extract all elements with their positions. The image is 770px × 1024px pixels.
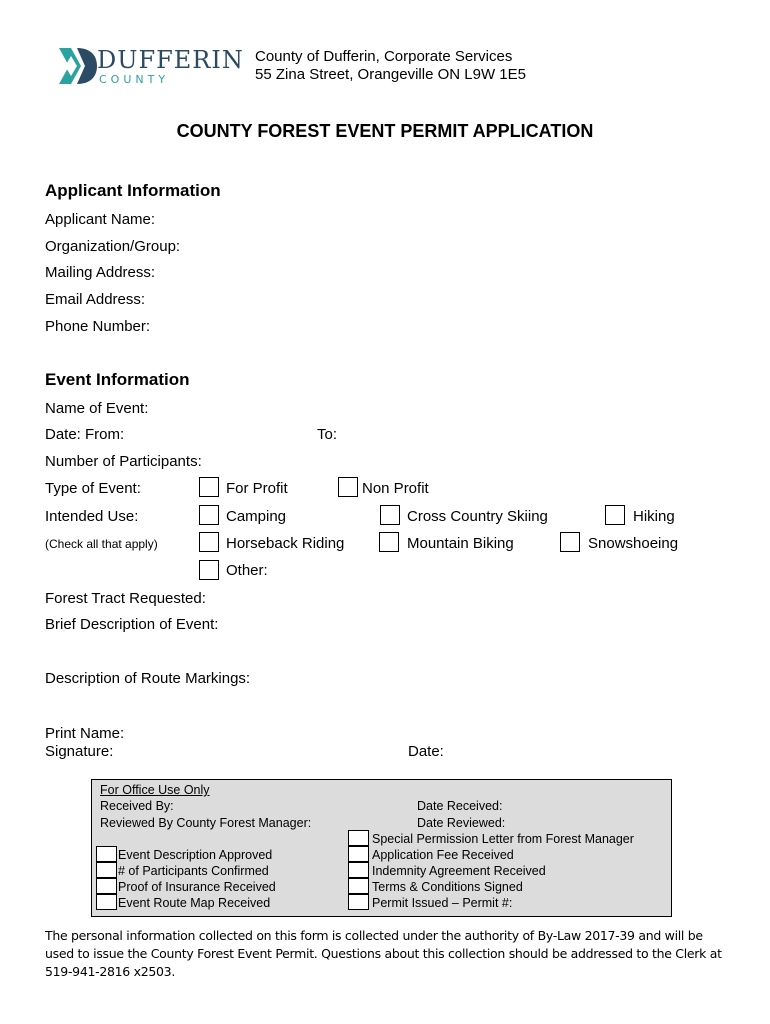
- applicant-name-field[interactable]: Applicant Name:: [45, 211, 156, 228]
- horseback-riding-checkbox[interactable]: [199, 532, 219, 552]
- dufferin-logo: [57, 44, 247, 90]
- office-right-checkbox[interactable]: [348, 894, 369, 910]
- office-left-item: Event Route Map Received: [118, 896, 271, 910]
- for-profit-label: For Profit: [226, 480, 288, 497]
- cross-country-skiing-checkbox[interactable]: [380, 505, 400, 525]
- horseback-riding-label: Horseback Riding: [226, 535, 345, 552]
- for-profit-checkbox[interactable]: [199, 477, 219, 497]
- office-right-checkbox[interactable]: [348, 846, 369, 862]
- cross-country-skiing-label: Cross Country Skiing: [407, 508, 548, 525]
- signature-date-field[interactable]: Date:: [408, 743, 444, 760]
- snowshoeing-label: Snowshoeing: [588, 535, 679, 552]
- mailing-address-field[interactable]: Mailing Address:: [45, 264, 156, 281]
- mountain-biking-label: Mountain Biking: [407, 535, 514, 552]
- non-profit-label: Non Profit: [362, 480, 429, 497]
- office-left-item: # of Participants Confirmed: [118, 864, 269, 878]
- reviewed-by-field[interactable]: Reviewed By County Forest Manager:: [100, 816, 312, 830]
- logo-subword: COUNTY: [99, 73, 170, 86]
- dufferin-logo-mark-icon: [57, 44, 99, 88]
- privacy-footer: The personal information collected on this form is collected under the authority of By-Law 2017-39 and will be used to issue the County Forest Event Permit. Questions about this collection should be addressed to the Clerk at 519-941-2816 x2503.: [45, 928, 722, 979]
- print-name-field[interactable]: Print Name:: [45, 725, 125, 742]
- office-left-item: Proof of Insurance Received: [118, 880, 276, 894]
- forest-tract-field[interactable]: Forest Tract Requested:: [45, 590, 206, 607]
- hiking-checkbox[interactable]: [605, 505, 625, 525]
- signature-field[interactable]: Signature:: [45, 743, 114, 760]
- camping-checkbox[interactable]: [199, 505, 219, 525]
- office-right-item: Special Permission Letter from Forest Manager: [372, 832, 634, 846]
- office-right-item: Application Fee Received: [372, 848, 514, 862]
- date-reviewed-field[interactable]: Date Reviewed:: [417, 816, 506, 830]
- date-received-field[interactable]: Date Received:: [417, 799, 503, 813]
- mountain-biking-checkbox[interactable]: [379, 532, 399, 552]
- route-markings-field[interactable]: Description of Route Markings:: [45, 670, 251, 687]
- office-use-heading: For Office Use Only: [100, 783, 210, 797]
- office-right-item: Indemnity Agreement Received: [372, 864, 546, 878]
- office-right-checkbox[interactable]: [348, 862, 369, 878]
- check-all-note: (Check all that apply): [45, 537, 158, 551]
- brief-description-field[interactable]: Brief Description of Event:: [45, 616, 219, 633]
- event-heading: Event Information: [45, 370, 190, 389]
- received-by-field[interactable]: Received By:: [100, 799, 174, 813]
- type-of-event-label: Type of Event:: [45, 480, 141, 497]
- phone-number-field[interactable]: Phone Number:: [45, 318, 151, 335]
- logo-word: DUFFERIN: [97, 46, 244, 74]
- date-from-field[interactable]: Date: From:: [45, 426, 125, 443]
- date-to-field[interactable]: To:: [317, 426, 338, 443]
- office-left-checkbox[interactable]: [96, 862, 117, 878]
- camping-label: Camping: [226, 508, 287, 525]
- event-name-field[interactable]: Name of Event:: [45, 400, 149, 417]
- office-right-item: Permit Issued – Permit #:: [372, 896, 513, 910]
- page-title: COUNTY FOREST EVENT PERMIT APPLICATION: [176, 121, 594, 141]
- office-right-checkbox[interactable]: [348, 878, 369, 894]
- office-left-checkbox[interactable]: [96, 894, 117, 910]
- snowshoeing-checkbox[interactable]: [560, 532, 580, 552]
- other-label: Other:: [226, 562, 268, 579]
- office-left-checkbox[interactable]: [96, 878, 117, 894]
- office-left-checkbox[interactable]: [96, 846, 117, 862]
- header-address-line: 55 Zina Street, Orangeville ON L9W 1E5: [255, 66, 526, 83]
- intended-use-label: Intended Use:: [45, 508, 139, 525]
- office-right-item: Terms & Conditions Signed: [372, 880, 523, 894]
- applicant-heading: Applicant Information: [45, 181, 221, 200]
- organization-field[interactable]: Organization/Group:: [45, 238, 181, 255]
- office-left-item: Event Description Approved: [118, 848, 273, 862]
- office-right-checkbox[interactable]: [348, 830, 369, 846]
- other-checkbox[interactable]: [199, 560, 219, 580]
- office-use-panel: [91, 779, 672, 917]
- email-address-field[interactable]: Email Address:: [45, 291, 146, 308]
- participants-field[interactable]: Number of Participants:: [45, 453, 202, 470]
- header-org-line: County of Dufferin, Corporate Services: [255, 48, 513, 65]
- hiking-label: Hiking: [633, 508, 675, 525]
- non-profit-checkbox[interactable]: [338, 477, 358, 497]
